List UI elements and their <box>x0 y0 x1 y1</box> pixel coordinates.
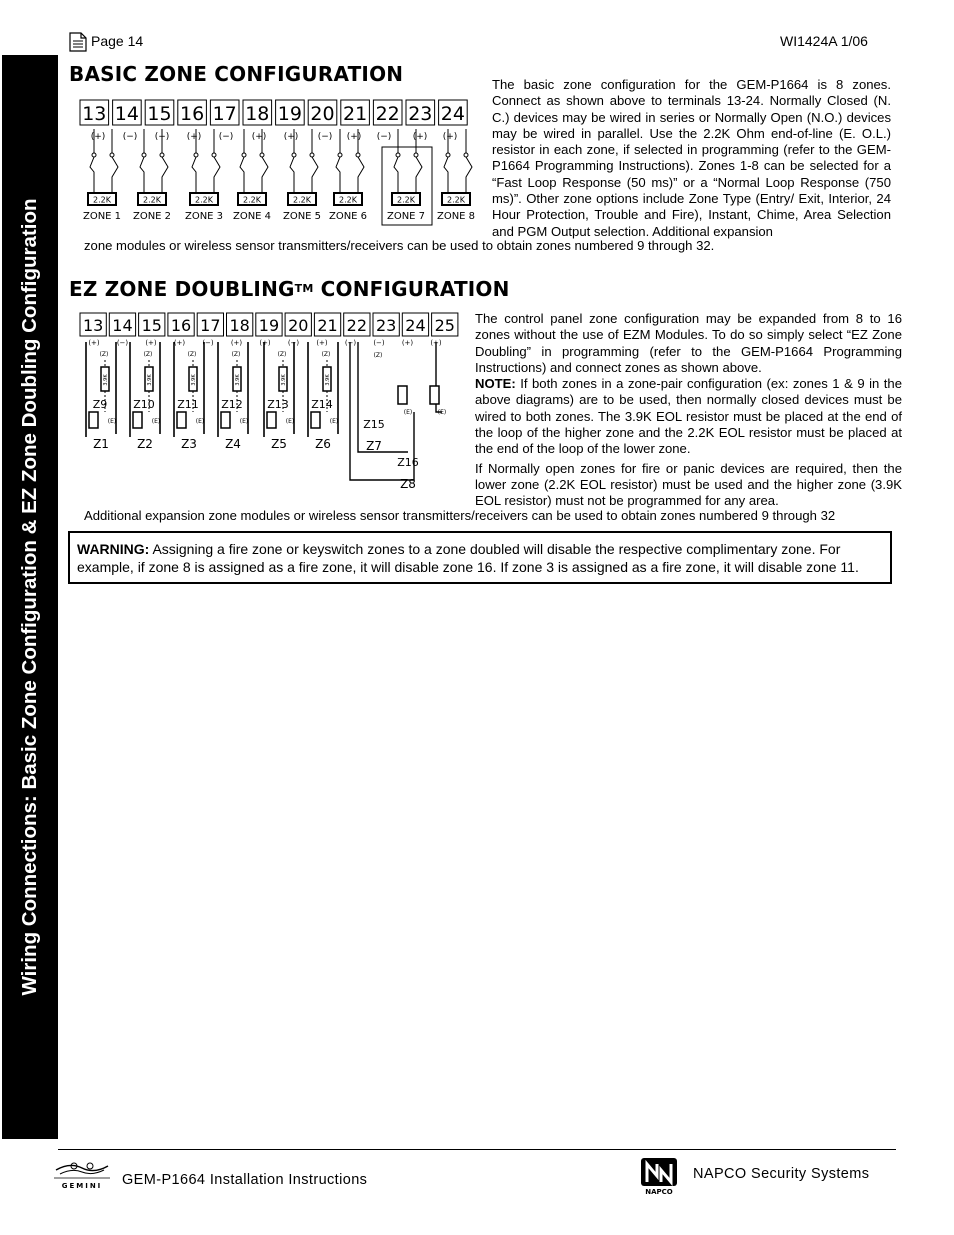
terminal-number: 19 <box>258 316 280 335</box>
eol-resistor <box>311 412 320 428</box>
high-zone-label: Z15 <box>363 418 385 431</box>
napco-logo <box>637 1156 681 1196</box>
high-zone-label: Z13 <box>267 398 289 411</box>
e-mark: (E) <box>151 418 161 425</box>
resistor-label: 3.9K <box>191 374 197 386</box>
polarity-mark: (+) <box>230 339 243 347</box>
terminal-number: 21 <box>317 316 338 335</box>
low-zone-label: Z6 <box>315 437 331 451</box>
e-mark: (E) <box>403 409 413 416</box>
eol-resistor <box>267 412 276 428</box>
terminal-number: 15 <box>147 103 172 125</box>
terminal-number: 20 <box>288 316 309 335</box>
footer-left: GEM-P1664 Installation Instructions <box>122 1172 368 1188</box>
polarity-mark: (−) <box>116 339 129 347</box>
terminal-number: 24 <box>405 316 426 335</box>
polarity-mark: (+) <box>145 339 157 347</box>
z-mark: (Z) <box>277 351 287 358</box>
footer-right: NAPCO Security Systems <box>693 1166 870 1182</box>
terminal-number: 23 <box>375 316 397 335</box>
switch-contact <box>194 153 198 157</box>
zone-label: ZONE 5 <box>282 211 322 222</box>
switch-contact <box>110 153 114 157</box>
resistor-label: 3.9K <box>281 374 287 386</box>
eol-resistor <box>221 412 230 428</box>
e-mark: (E) <box>195 418 205 425</box>
e-mark: (E) <box>437 409 447 416</box>
resistor-label: 2.2K <box>397 195 415 205</box>
terminal-number: 17 <box>200 316 221 335</box>
terminal-number: 18 <box>229 316 250 335</box>
switch-contact <box>260 153 264 157</box>
resistor-label: 3.9K <box>325 374 331 386</box>
eol-resistor <box>89 412 98 428</box>
terminal-number: 19 <box>277 103 302 125</box>
polarity-mark: (+) <box>316 339 328 347</box>
zone-wire <box>140 129 144 195</box>
resistor-label: 2.2K <box>143 195 161 205</box>
e-mark: (E) <box>107 418 117 425</box>
low-zone-label: Z4 <box>225 437 241 451</box>
sidebar <box>2 55 58 1139</box>
ez-note <box>475 376 902 457</box>
ez-paragraphs <box>475 311 902 510</box>
z-mark: (Z) <box>321 351 331 358</box>
switch-contact <box>356 153 360 157</box>
low-zone-label: Z5 <box>271 437 287 451</box>
high-zone-label: Z10 <box>133 398 155 411</box>
polarity-mark: (+) <box>173 339 186 347</box>
terminal-number: 21 <box>343 103 368 125</box>
high-zone-label: Z14 <box>311 398 333 411</box>
polarity-mark: (−) <box>202 339 214 347</box>
napco-logo-word: NAPCO <box>645 1188 673 1196</box>
polarity-mark: (−) <box>218 132 234 142</box>
resistor-label: 2.2K <box>243 195 261 205</box>
polarity-mark: (+) <box>346 132 362 142</box>
polarity-mark: (−) <box>376 132 392 142</box>
terminal-number: 22 <box>375 103 400 125</box>
zone-wire <box>466 129 472 195</box>
terminal-number: 22 <box>346 316 368 335</box>
gemini-logo-word: GEMINI <box>61 1182 103 1190</box>
z-mark: (Z) <box>231 351 241 358</box>
switch-contact <box>310 153 314 157</box>
note-text: If both zones in a zone-pair configuration (ex: zones 1 & 9 in the above diagrams) are to be used, then normally closed devices must be wired to both zones. The 3.9K EOL resistor must be placed at the end of the loop of the higher zone and the 2.2K EOL resistor must be placed at the end of the loop of the lower zone. <box>475 376 902 457</box>
switch-contact <box>464 153 468 157</box>
resistor-label: 3.9K <box>103 374 109 386</box>
basic-paragraph-tail: zone modules or wireless sensor transmitters/receivers can be used to obtain zones numbered 9 through 32. <box>84 238 715 253</box>
polarity-mark: (+) <box>442 132 458 142</box>
polarity-mark: (+) <box>251 132 267 142</box>
polarity-mark: (+) <box>259 339 271 347</box>
resistor-label: 3.9K <box>147 374 153 386</box>
warning-text: Assigning a fire zone or keyswitch zones to a zone doubled will disable the respective complimentary zone. For example, if zone 8 is assigned as a fire zone, it will disable zone 16. If zone 3 is assigned as a fire zone, it will disable zone 11. <box>77 541 859 575</box>
switch-contact <box>92 153 96 157</box>
switch-contact <box>160 153 164 157</box>
polarity-mark: (+) <box>401 339 414 347</box>
polarity-mark: (−) <box>317 132 333 142</box>
low-zone-label: Z3 <box>181 437 197 451</box>
e-mark: (E) <box>285 418 295 425</box>
ez-heading-suffix: CONFIGURATION <box>313 277 510 301</box>
terminal-number: 17 <box>212 103 237 125</box>
polarity-mark: (+) <box>412 132 428 142</box>
zone-label: ZONE 6 <box>328 211 368 222</box>
basic-paragraph: The basic zone configuration for the GEM-P1664 is 8 zones. Connect as shown above to terminals 13-24. Normally Closed (N. C.) devices may be wired in series or Normally Open (N.O.) devices may be wired in parallel. Use the 2.2K Ohm end-of-line (E. O.L.) resistor in each zone, if selected in programming (refer to the GEM-P1664 Programming Instructions). Zones 1-8 can be selected for a “Fast Loop Response (50 ms)” or a “Normal Loop Response (750 ms)”. Other zone options include Zone Type (Entry/ Exit, Interior, 24 Hour Protection, Trouble and Fire), Instant, Chime, Area Selection and PGM Output selection. Additional expansion <box>492 77 891 239</box>
zone-label: ZONE 2 <box>132 211 172 222</box>
terminal-number: 24 <box>440 103 465 125</box>
ez-heading <box>69 277 510 301</box>
terminal-number: 14 <box>114 103 139 125</box>
polarity-mark: (−) <box>122 132 138 142</box>
e-mark: (E) <box>239 418 249 425</box>
polarity-mark: (−) <box>373 339 385 347</box>
sidebar-title: Wiring Connections: Basic Zone Configuration & EZ Zone Doubling Configuration <box>18 198 41 996</box>
terminal-number: 13 <box>82 316 104 335</box>
resistor-label: 2.2K <box>195 195 213 205</box>
eol-resistor <box>430 386 439 404</box>
polarity-mark: (−) <box>287 339 300 347</box>
zone-wire <box>394 129 398 195</box>
high-zone-label: Z11 <box>177 398 199 411</box>
low-zone-label: Z1 <box>93 437 109 451</box>
switch-contact <box>242 153 246 157</box>
terminal-number: 13 <box>82 103 107 125</box>
switch-contact <box>292 153 296 157</box>
low-zone-label: Z7 <box>366 439 382 453</box>
ez-paragraph-2: If Normally open zones for fire or panic devices are required, then the lower zone (2.2K EOL resistor) must be used and the higher zone (3.9K EOL resistor) must not be programmed for any area. <box>475 460 902 509</box>
low-zone-label: Z8 <box>400 477 416 491</box>
terminal-number: 23 <box>408 103 433 125</box>
switch-contact <box>414 153 418 157</box>
zone-label: ZONE 3 <box>184 211 224 222</box>
zone-label: ZONE 4 <box>232 211 272 222</box>
ez-paragraph-1: The control panel zone configuration may be expanded from 8 to 16 zones without the use of EZM Modules. To do so simply select “EZ Zone Doubling” in programming (refer to the GEM-P1664 Programming Instructions) and connect zones as shown above. <box>475 311 902 375</box>
basic-zone-diagram <box>78 97 488 227</box>
gemini-logo <box>50 1158 114 1192</box>
polarity-mark: (+) <box>90 132 106 142</box>
warning-label: WARNING: <box>77 541 150 557</box>
terminal-number: 16 <box>170 316 192 335</box>
z-mark: (Z) <box>187 351 197 358</box>
eol-resistor <box>177 412 186 428</box>
resistor-label: 3.9K <box>235 374 241 386</box>
z-mark: (Z) <box>373 352 383 359</box>
terminal-number: 15 <box>141 316 162 335</box>
ez-heading-main: EZ ZONE DOUBLING <box>69 277 295 301</box>
terminal-number: 18 <box>245 103 270 125</box>
switch-contact <box>338 153 342 157</box>
low-zone-label: Z2 <box>137 437 153 451</box>
document-id: WI1424A 1/06 <box>780 33 868 49</box>
zone-label: ZONE 7 <box>386 211 426 222</box>
eol-resistor <box>398 386 407 404</box>
high-zone-label: Z9 <box>92 398 108 411</box>
polarity-mark: (+) <box>154 132 170 142</box>
z-mark: (Z) <box>143 351 153 358</box>
high-zone-label: Z12 <box>221 398 243 411</box>
polarity-mark: (+) <box>186 132 202 142</box>
switch-contact <box>396 153 400 157</box>
resistor-label: 2.2K <box>293 195 311 205</box>
polarity-mark: (+) <box>283 132 299 142</box>
eol-resistor <box>133 412 142 428</box>
ez-paragraph-tail: Additional expansion zone modules or wireless sensor transmitters/receivers can be used to obtain zones numbered 9 through 32 <box>84 508 836 523</box>
zone-wire <box>112 129 118 195</box>
footer-rule <box>58 1149 896 1150</box>
terminal-number: 16 <box>180 103 205 125</box>
document-icon <box>69 32 87 52</box>
switch-contact <box>142 153 146 157</box>
terminal-number: 14 <box>112 316 133 335</box>
basic-heading: BASIC ZONE CONFIGURATION <box>69 62 404 86</box>
switch-contact <box>446 153 450 157</box>
zone-wire <box>240 129 244 195</box>
resistor-label: 2.2K <box>447 195 465 205</box>
zone-wire <box>336 129 340 195</box>
zone-label: ZONE 8 <box>436 211 476 222</box>
terminal-number: 25 <box>434 316 455 335</box>
polarity-mark: (+) <box>88 339 100 347</box>
switch-contact <box>212 153 216 157</box>
polarity-mark: (−) <box>344 339 357 347</box>
note-label: NOTE: <box>475 376 516 392</box>
e-mark: (E) <box>329 418 339 425</box>
warning-box <box>68 531 892 584</box>
z-mark: (Z) <box>99 351 109 358</box>
high-zone-label: Z16 <box>397 456 419 469</box>
page-number: Page 14 <box>91 33 144 49</box>
terminal-number: 20 <box>310 103 335 125</box>
resistor-label: 2.2K <box>93 195 111 205</box>
trademark-mark: TM <box>294 282 314 295</box>
ez-zone-doubling-diagram <box>78 312 468 492</box>
zone-label: ZONE 1 <box>82 211 122 222</box>
resistor-label: 2.2K <box>339 195 357 205</box>
polarity-mark: (+) <box>430 339 442 347</box>
